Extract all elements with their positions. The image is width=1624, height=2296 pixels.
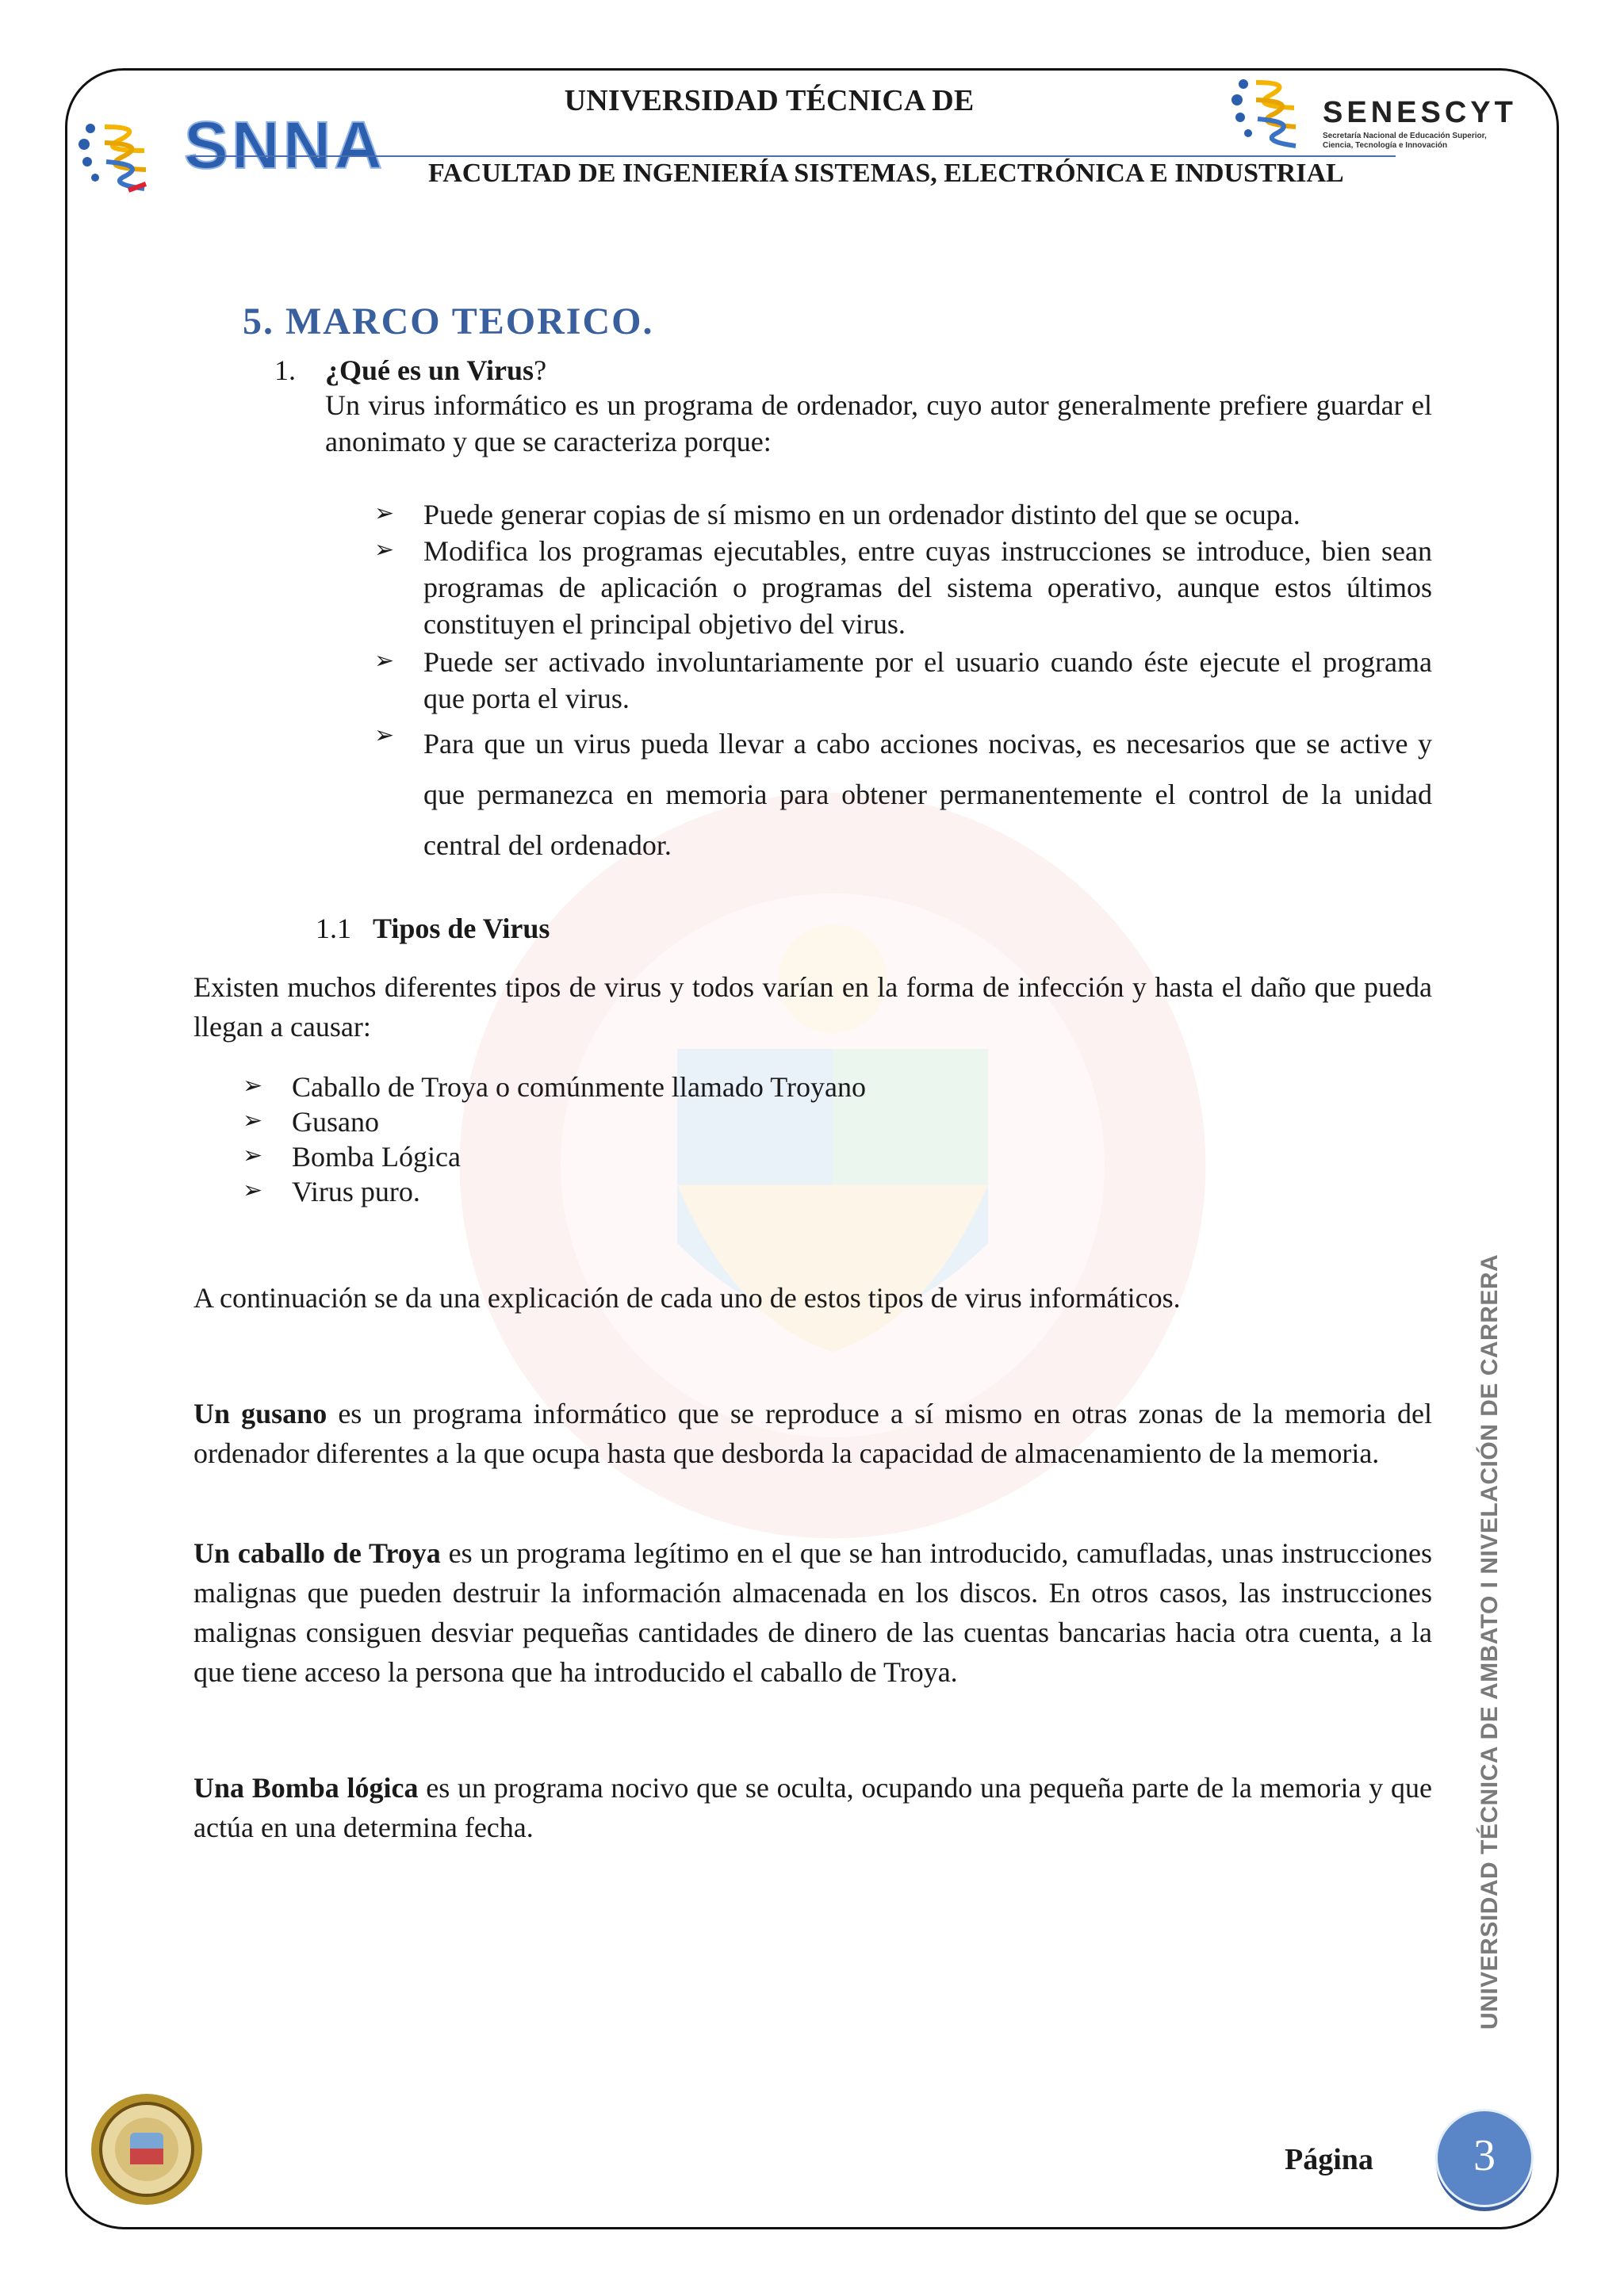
- arrow-bullet-icon: ➢: [243, 1108, 263, 1134]
- header-faculty: FACULTAD DE INGENIERÍA SISTEMAS, ELECTRÓNICA E INDUSTRIAL: [428, 159, 1344, 188]
- side-banner: UNIVERSIDAD TÉCNICA DE AMBATO I NIVELACIÓN DE CARRERA: [1477, 1253, 1503, 2030]
- characteristic-item: Para que un virus pueda llevar a cabo acciones nocivas, es necesarios que se active y que permanezca en memoria para obtener permanentemente el control de la unidad central del ordenador.: [423, 728, 1432, 861]
- characteristic-item: Puede generar copias de sí mismo en un ordenador distinto del que se ocupa.: [423, 499, 1300, 530]
- virus-type-item: Gusano: [292, 1106, 379, 1138]
- arrow-bullet-icon: ➢: [243, 1073, 263, 1099]
- senescyt-logo-text: SENESCYT: [1323, 96, 1517, 129]
- troya-term: Un caballo de Troya: [193, 1537, 441, 1569]
- page-number: 3: [1435, 2109, 1534, 2207]
- arrow-bullet-icon: ➢: [374, 500, 395, 526]
- bomba-paragraph: [193, 1768, 1432, 1847]
- subsection-title: Tipos de Virus: [373, 913, 550, 944]
- virus-type-item: Virus puro.: [292, 1176, 420, 1207]
- senescyt-caption-2: Ciencia, Tecnología e Innovación: [1323, 141, 1448, 150]
- explanation-intro: A continuación se da una explicación de cada uno de estos tipos de virus informáticos.: [193, 1282, 1181, 1314]
- gusano-description: es un programa informático que se reproduce a sí mismo en otras zonas de la memoria del ordenador diferentes a la que ocupa hasta que desborda la capacidad de almacenamiento de la memoria.: [193, 1398, 1432, 1469]
- item-title-tail: ?: [534, 354, 547, 386]
- gusano-term: Un gusano: [193, 1398, 327, 1429]
- bomba-term: Una Bomba lógica: [193, 1772, 419, 1804]
- virus-definition: Un virus informático es un programa de ordenador, cuyo autor generalmente prefiere guardar el anonimato y que se caracteriza porque:: [325, 389, 1432, 457]
- types-intro: Existen muchos diferentes tipos de virus y todos varían en la forma de infección y hasta el daño que pueda llegan a causar:: [193, 971, 1432, 1043]
- virus-type-item: Bomba Lógica: [292, 1141, 461, 1173]
- troya-description: es un programa legítimo en el que se han introducido, camufladas, unas instrucciones malignas que pueden destruir la información almacenada en los discos. En otros casos, las instrucciones malignas consiguen desviar pequeñas cantidades de dinero de las cuentas bancarias hacia otra cuenta, a la que tiene acceso la persona que ha introducido el caballo de Troya.: [193, 1537, 1432, 1688]
- senescyt-logo: [1229, 73, 1538, 160]
- arrow-bullet-icon: ➢: [243, 1142, 263, 1169]
- snna-logo-text: SNNA: [184, 108, 386, 182]
- section-title: 5. MARCO TEORICO.: [243, 300, 654, 342]
- page-label: Página: [1285, 2143, 1373, 2176]
- gusano-paragraph: [193, 1394, 1432, 1473]
- university-seal-icon: [89, 2091, 205, 2207]
- header-university: UNIVERSIDAD TÉCNICA DE: [564, 84, 975, 117]
- subsection-number: 1.1: [316, 913, 351, 944]
- bomba-description: es un programa nocivo que se oculta, ocupando una pequeña parte de la memoria y que actúa en una determina fecha.: [193, 1772, 1432, 1843]
- arrow-bullet-icon: ➢: [243, 1177, 263, 1203]
- characteristic-item: Modifica los programas ejecutables, entre cuyas instrucciones se introduce, bien sean programas de aplicación o programas del sistema operativo, aunque estos últimos constituyen el principal objetivo del virus.: [423, 535, 1432, 640]
- characteristic-item: Puede ser activado involuntariamente por el usuario cuando éste ejecute el programa que porta el virus.: [423, 646, 1432, 714]
- arrow-bullet-icon: ➢: [374, 648, 395, 674]
- item-title: [325, 352, 546, 388]
- senescyt-caption-1: Secretaría Nacional de Educación Superior,: [1323, 132, 1487, 140]
- item-title-bold: ¿Qué es un Virus: [325, 354, 534, 386]
- troya-paragraph: [193, 1533, 1432, 1692]
- arrow-bullet-icon: ➢: [374, 722, 395, 748]
- item-number: 1.: [274, 354, 296, 386]
- virus-type-item: Caballo de Troya o comúnmente llamado Troyano: [292, 1071, 866, 1103]
- header-divider: [190, 155, 1396, 157]
- arrow-bullet-icon: ➢: [374, 537, 395, 563]
